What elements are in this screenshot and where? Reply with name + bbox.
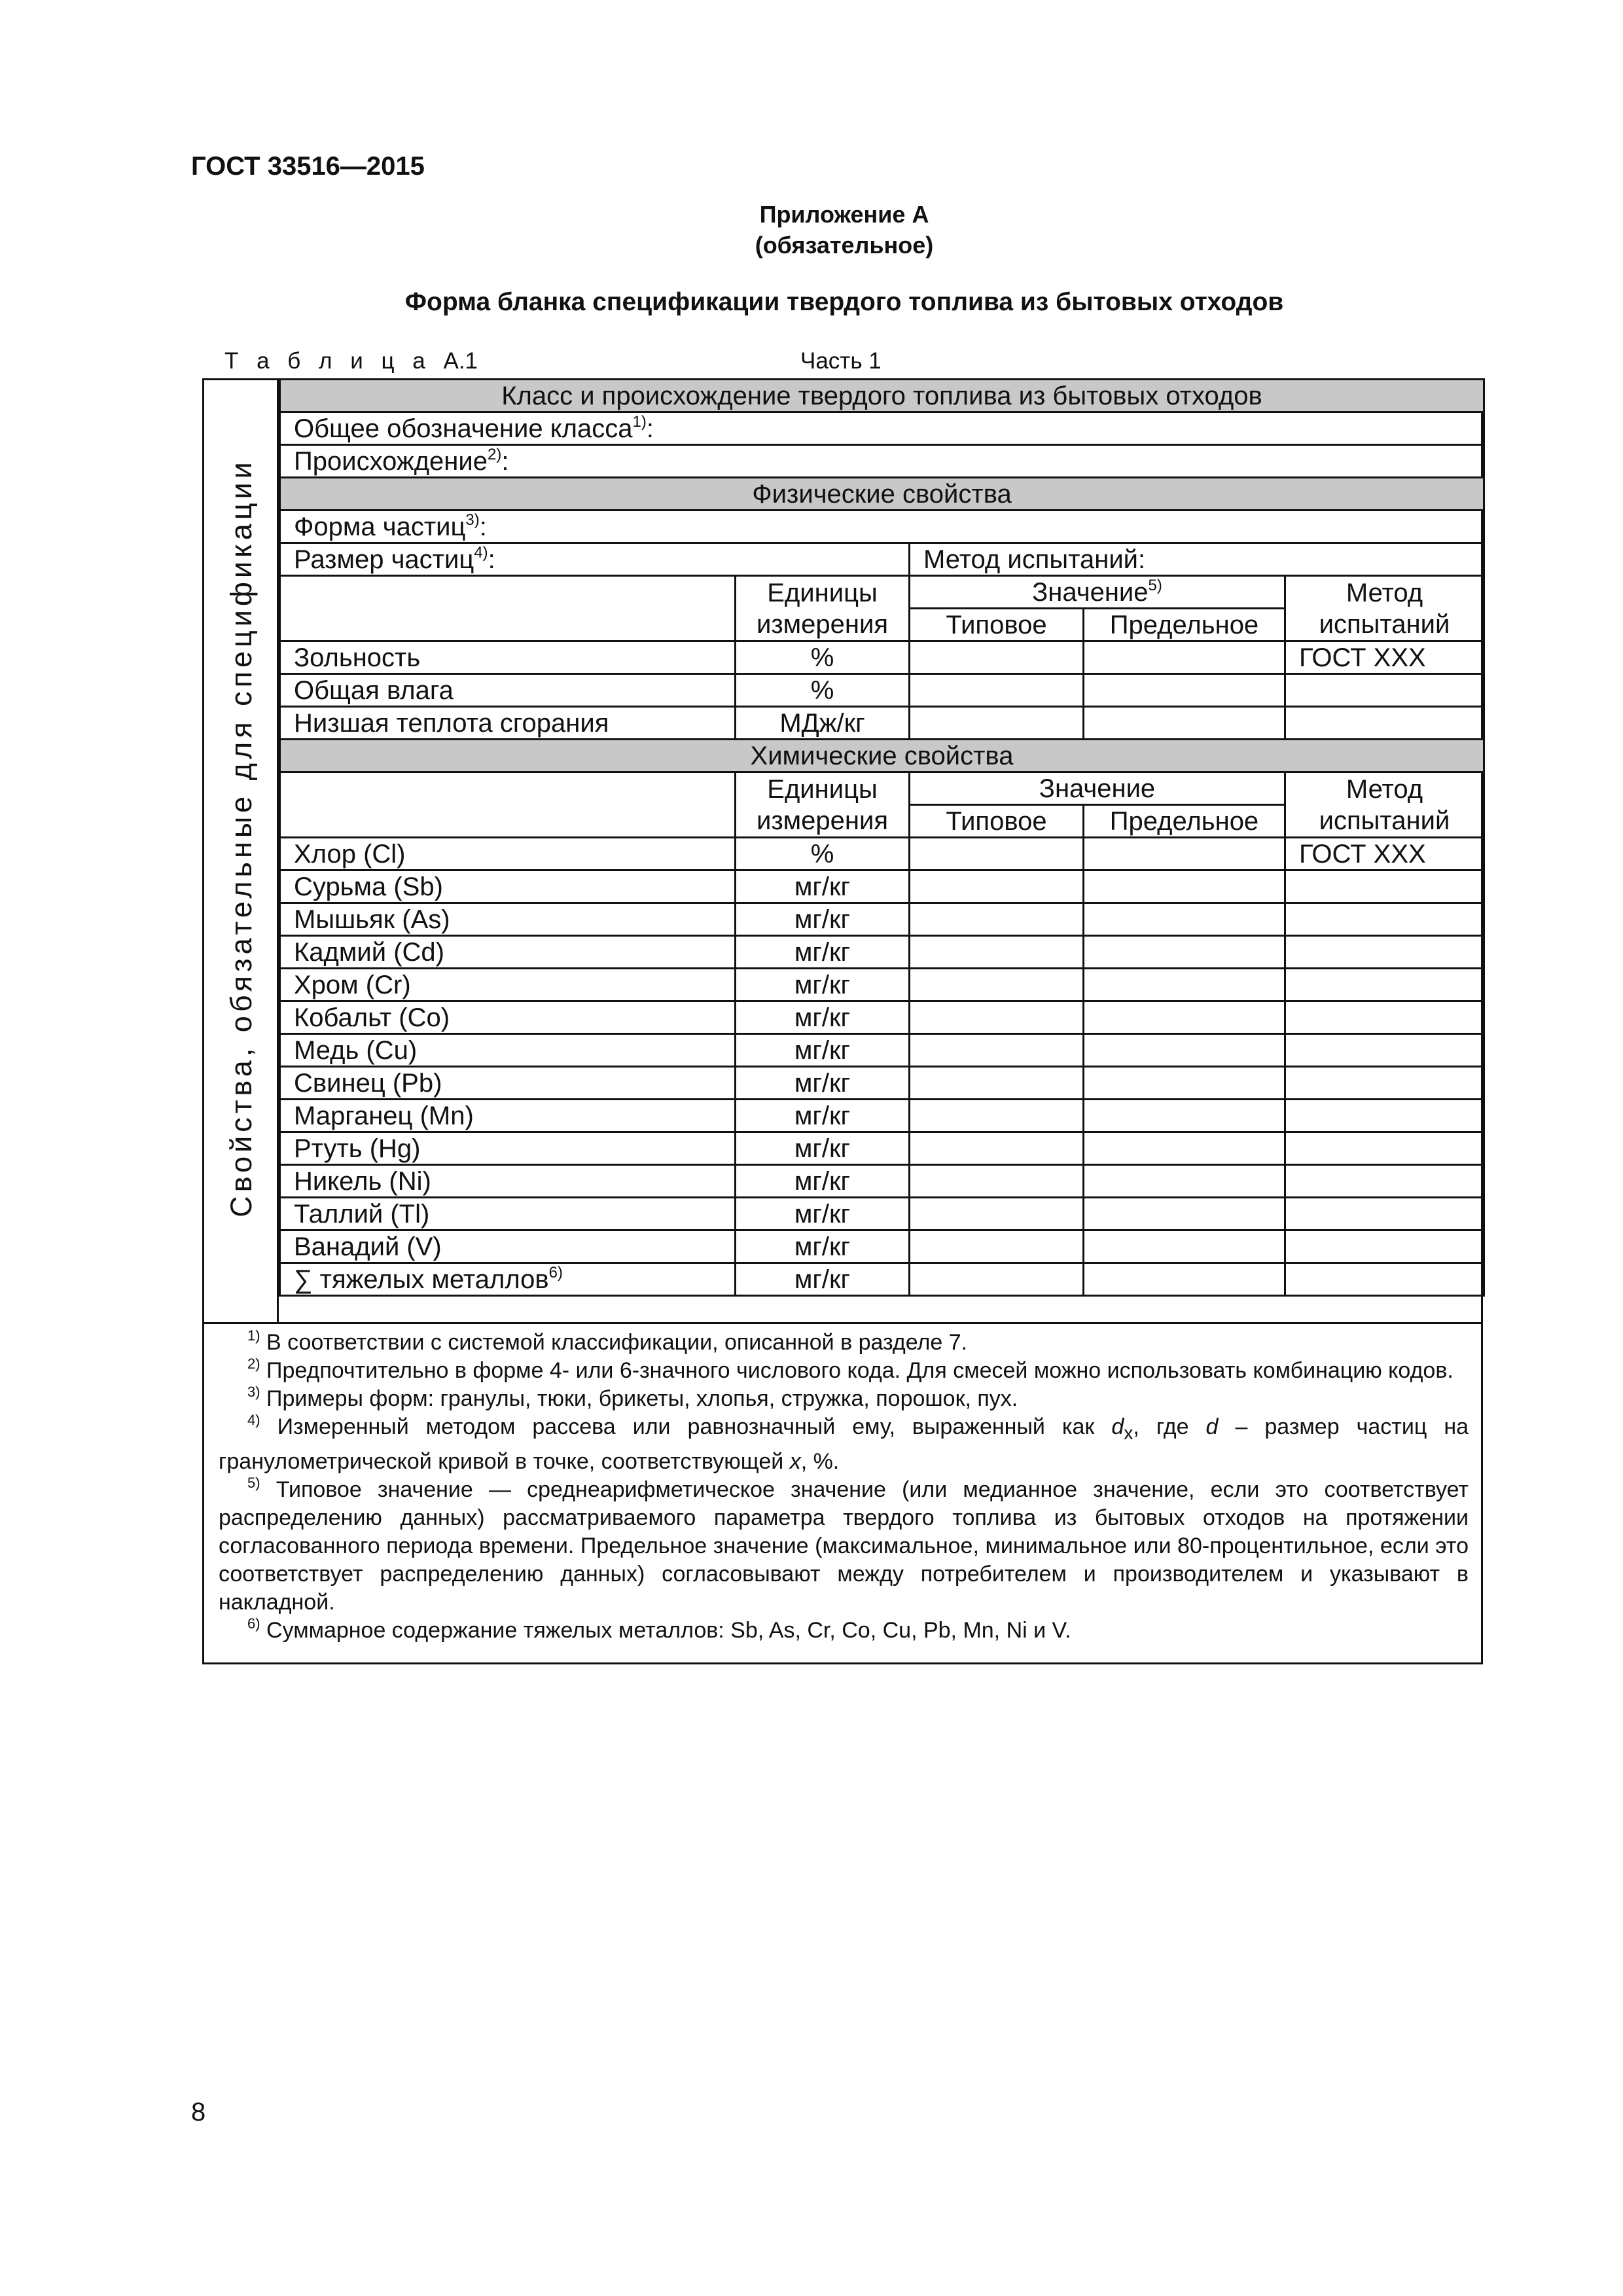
typical-value-cell: [910, 1001, 1084, 1034]
typical-header: Типовое: [910, 609, 1084, 641]
limit-value-cell: [1084, 1263, 1285, 1296]
heavy-metals-unit: мг/кг: [736, 1263, 910, 1296]
method-line1: Метод: [1346, 578, 1423, 607]
typical-value-cell: [910, 1034, 1084, 1067]
page-number: 8: [191, 2098, 206, 2126]
units-line2: измерения: [756, 806, 888, 835]
particle-form-cell: [280, 511, 1484, 543]
element-unit: мг/кг: [736, 1100, 910, 1132]
limit-header: Предельное: [1084, 805, 1285, 838]
limit-value-cell: [1084, 1100, 1285, 1132]
particle-size-method-cell: Метод испытаний:: [910, 543, 1484, 576]
method-line2: испытаний: [1319, 806, 1450, 835]
element-unit: мг/кг: [736, 936, 910, 969]
element-unit: %: [736, 838, 910, 870]
element-unit: мг/кг: [736, 1001, 910, 1034]
footnote: [219, 1617, 1469, 1645]
document-number: ГОСТ 33516—2015: [191, 152, 425, 181]
chemical-row: [280, 936, 1484, 969]
element-unit: мг/кг: [736, 870, 910, 903]
element-method: [1285, 870, 1484, 903]
class-section-row: [280, 380, 1484, 412]
table-part: Часть 1: [800, 348, 882, 374]
footnote-ref-1: 1): [632, 412, 647, 431]
value-label: Значение: [1032, 577, 1149, 607]
element-method: [1285, 969, 1484, 1001]
particle-size-cell: [280, 543, 910, 576]
heavy-metals-label: ∑ тяжелых металлов: [294, 1265, 549, 1294]
footnote-mark: 1): [247, 1327, 260, 1344]
element-name: Хром (Cr): [280, 969, 736, 1001]
chemical-row: [280, 1165, 1484, 1198]
footnote-text: , где: [1133, 1414, 1206, 1439]
footnote: [219, 1357, 1469, 1385]
specification-table: [279, 378, 1485, 1297]
physical-units-header: [736, 576, 910, 641]
chemical-header-row: [280, 772, 1484, 805]
units-line1: Единицы: [767, 578, 878, 607]
typical-value-cell: [910, 707, 1084, 740]
particle-form-label: Форма частиц: [294, 512, 466, 541]
chemical-row: [280, 1034, 1484, 1067]
footnote-mark: 6): [247, 1615, 260, 1632]
limit-value-cell: [1084, 838, 1285, 870]
heavy-metals-row: [280, 1263, 1484, 1296]
footnote: [219, 1329, 1469, 1357]
typical-value-cell: [910, 870, 1084, 903]
footnote-ref-5: 5): [1148, 576, 1162, 594]
element-name: Марганец (Mn): [280, 1100, 736, 1132]
footnote-text: В соответствии с системой классификации, описанной в разделе 7.: [266, 1330, 968, 1355]
element-name: Сурьма (Sb): [280, 870, 736, 903]
element-unit: мг/кг: [736, 903, 910, 936]
footnote-text: Примеры форм: гранулы, тюки, брикеты, хлопья, стружка, порошок, пух.: [266, 1386, 1018, 1411]
property-name: Общая влага: [280, 674, 736, 707]
limit-value-cell: [1084, 1198, 1285, 1230]
element-name: Ртуть (Hg): [280, 1132, 736, 1165]
limit-value-cell: [1084, 641, 1285, 674]
property-method: [1285, 674, 1484, 707]
limit-value-cell: [1084, 674, 1285, 707]
footnote: [219, 1413, 1469, 1476]
typical-value-cell: [910, 674, 1084, 707]
element-unit: мг/кг: [736, 1132, 910, 1165]
element-unit: мг/кг: [736, 1198, 910, 1230]
element-name: Ванадий (V): [280, 1230, 736, 1263]
table-sidebar: [204, 380, 279, 1323]
typical-value-cell: [910, 1165, 1084, 1198]
typical-value-cell: [910, 1132, 1084, 1165]
appendix-title: Приложение А: [759, 201, 929, 228]
typical-header: Типовое: [910, 805, 1084, 838]
element-name: Медь (Cu): [280, 1034, 736, 1067]
physical-section-row: [280, 478, 1484, 511]
appendix-heading: [0, 199, 1623, 260]
physical-section-header: Физические свойства: [280, 478, 1484, 511]
footnote-text: Измеренный методом рассева или равнозначный ему, выраженный как: [277, 1414, 1112, 1439]
typical-value-cell: [910, 903, 1084, 936]
origin-cell: [280, 445, 1484, 478]
limit-value-cell: [1084, 707, 1285, 740]
typical-value-cell: [910, 1230, 1084, 1263]
footnote-ref-4: 4): [474, 543, 488, 562]
physical-row: [280, 674, 1484, 707]
element-name: Никель (Ni): [280, 1165, 736, 1198]
footnote: [219, 1385, 1469, 1413]
physical-method-header: [1285, 576, 1484, 641]
colon: :: [479, 512, 487, 541]
chemical-row: [280, 1067, 1484, 1100]
property-method: ГОСТ ХХХ: [1285, 641, 1484, 674]
element-method: [1285, 1132, 1484, 1165]
footnote-text: , %.: [800, 1448, 840, 1474]
element-name: Кобальт (Co): [280, 1001, 736, 1034]
physical-header-row: [280, 576, 1484, 609]
element-name: Свинец (Pb): [280, 1067, 736, 1100]
element-name: Хлор (Cl): [280, 838, 736, 870]
colon: :: [646, 414, 654, 443]
chemical-method-header: [1285, 772, 1484, 838]
footnote-text: – размер частиц на гранулометрической кривой в точке, соответствующей: [219, 1414, 1469, 1474]
property-method: [1285, 707, 1484, 740]
chemical-row: [280, 1100, 1484, 1132]
element-name: Кадмий (Cd): [280, 936, 736, 969]
physical-header-blank: [280, 576, 736, 641]
element-unit: мг/кг: [736, 1034, 910, 1067]
element-method: [1285, 1067, 1484, 1100]
footnotes: [219, 1329, 1469, 1645]
table-label: [224, 348, 478, 374]
footnote: [219, 1476, 1469, 1617]
sidebar-label: Свойства, обязательные для спецификации: [224, 458, 258, 1217]
footnote-text: Предпочтительно в форме 4- или 6-значного числового кода. Для смесей можно использовать комбинацию кодов.: [266, 1358, 1454, 1383]
chemical-row: [280, 870, 1484, 903]
origin-label: Происхождение: [294, 446, 488, 476]
element-method: [1285, 1001, 1484, 1034]
origin-row: [280, 445, 1484, 478]
class-section-header: Класс и происхождение твердого топлива из бытовых отходов: [280, 380, 1484, 412]
chemical-section-row: [280, 740, 1484, 772]
footnote-sub-x: x: [1124, 1422, 1133, 1444]
footnote-mark: 2): [247, 1355, 260, 1372]
footnote-text: Суммарное содержание тяжелых металлов: Sb, As, Cr, Co, Cu, Pb, Mn, Ni и V.: [266, 1617, 1071, 1643]
class-designation-row: [280, 412, 1484, 445]
table-footer-divider: [204, 1322, 1481, 1324]
element-method: ГОСТ ХХХ: [1285, 838, 1484, 870]
units-line2: измерения: [756, 609, 888, 639]
typical-value-cell: [910, 969, 1084, 1001]
chemical-header-blank: [280, 772, 736, 838]
limit-value-cell: [1084, 1165, 1285, 1198]
heavy-metals-name: [280, 1263, 736, 1296]
footnote-var-d: d: [1205, 1414, 1219, 1439]
typical-value-cell: [910, 838, 1084, 870]
element-method: [1285, 1198, 1484, 1230]
chemical-row: [280, 903, 1484, 936]
footnote-mark: 5): [247, 1474, 260, 1491]
chemical-row: [280, 1198, 1484, 1230]
chemical-row: [280, 1132, 1484, 1165]
class-designation-label: Общее обозначение класса: [294, 414, 633, 443]
typical-value-cell: [910, 1100, 1084, 1132]
limit-value-cell: [1084, 1001, 1285, 1034]
property-name: Зольность: [280, 641, 736, 674]
element-unit: мг/кг: [736, 1230, 910, 1263]
typical-value-cell: [910, 936, 1084, 969]
limit-header: Предельное: [1084, 609, 1285, 641]
chemical-row: [280, 1001, 1484, 1034]
element-method: [1285, 1165, 1484, 1198]
element-method: [1285, 903, 1484, 936]
units-line1: Единицы: [767, 774, 878, 804]
footnote-ref-2: 2): [487, 445, 502, 463]
colon: :: [488, 545, 495, 574]
element-method: [1285, 1034, 1484, 1067]
property-unit: %: [736, 641, 910, 674]
element-name: Мышьяк (As): [280, 903, 736, 936]
element-unit: мг/кг: [736, 1067, 910, 1100]
element-method: [1285, 936, 1484, 969]
form-title: Форма бланка спецификации твердого топлива из бытовых отходов: [404, 288, 1284, 316]
property-unit: МДж/кг: [736, 707, 910, 740]
footnote-var-x: x: [789, 1448, 801, 1474]
physical-value-header: [910, 576, 1285, 609]
limit-value-cell: [1084, 936, 1285, 969]
chemical-row: [280, 969, 1484, 1001]
footnote-mark: 4): [247, 1412, 260, 1428]
footnote-var-d: d: [1111, 1414, 1124, 1439]
element-method: [1285, 1100, 1484, 1132]
element-name: Таллий (Tl): [280, 1198, 736, 1230]
colon: :: [501, 446, 509, 476]
footnote-ref-3: 3): [465, 511, 480, 529]
limit-value-cell: [1084, 1230, 1285, 1263]
limit-value-cell: [1084, 903, 1285, 936]
limit-value-cell: [1084, 1034, 1285, 1067]
chemical-value-header: Значение: [910, 772, 1285, 805]
limit-value-cell: [1084, 1067, 1285, 1100]
class-designation-cell: [280, 412, 1484, 445]
physical-row: [280, 707, 1484, 740]
footnote-mark: 3): [247, 1384, 260, 1400]
table-label-word: Т а б л и ц а: [224, 348, 431, 374]
footnote-ref-6: 6): [548, 1263, 563, 1282]
typical-value-cell: [910, 641, 1084, 674]
particle-size-row: [280, 543, 1484, 576]
element-method: [1285, 1263, 1484, 1296]
method-line1: Метод: [1346, 774, 1423, 804]
method-line2: испытаний: [1319, 609, 1450, 639]
chemical-section-header: Химические свойства: [280, 740, 1484, 772]
limit-value-cell: [1084, 1132, 1285, 1165]
element-unit: мг/кг: [736, 1165, 910, 1198]
chemical-row: [280, 838, 1484, 870]
physical-row: [280, 641, 1484, 674]
property-name: Низшая теплота сгорания: [280, 707, 736, 740]
limit-value-cell: [1084, 969, 1285, 1001]
property-unit: %: [736, 674, 910, 707]
typical-value-cell: [910, 1263, 1084, 1296]
appendix-status: (обязательное): [755, 232, 934, 259]
element-unit: мг/кг: [736, 969, 910, 1001]
particle-size-label: Размер частиц: [294, 545, 474, 574]
limit-value-cell: [1084, 870, 1285, 903]
element-method: [1285, 1230, 1484, 1263]
typical-value-cell: [910, 1198, 1084, 1230]
typical-value-cell: [910, 1067, 1084, 1100]
chemical-row: [280, 1230, 1484, 1263]
particle-form-row: [280, 511, 1484, 543]
table-number: А.1: [443, 348, 478, 374]
chemical-units-header: [736, 772, 910, 838]
footnote-text: Типовое значение — среднеарифметическое значение (или медианное значение, если это соответствует распределению данных) рассматриваемого параметра твердого топлива из бытовых отходов на протяжении согласованного периода времени. Предельное значение (максимальное, минимальное или 80-процентильное, если это соответствует распределению данных) согласовывают между потребителем и производителем и указывают в накладной.: [219, 1477, 1469, 1615]
